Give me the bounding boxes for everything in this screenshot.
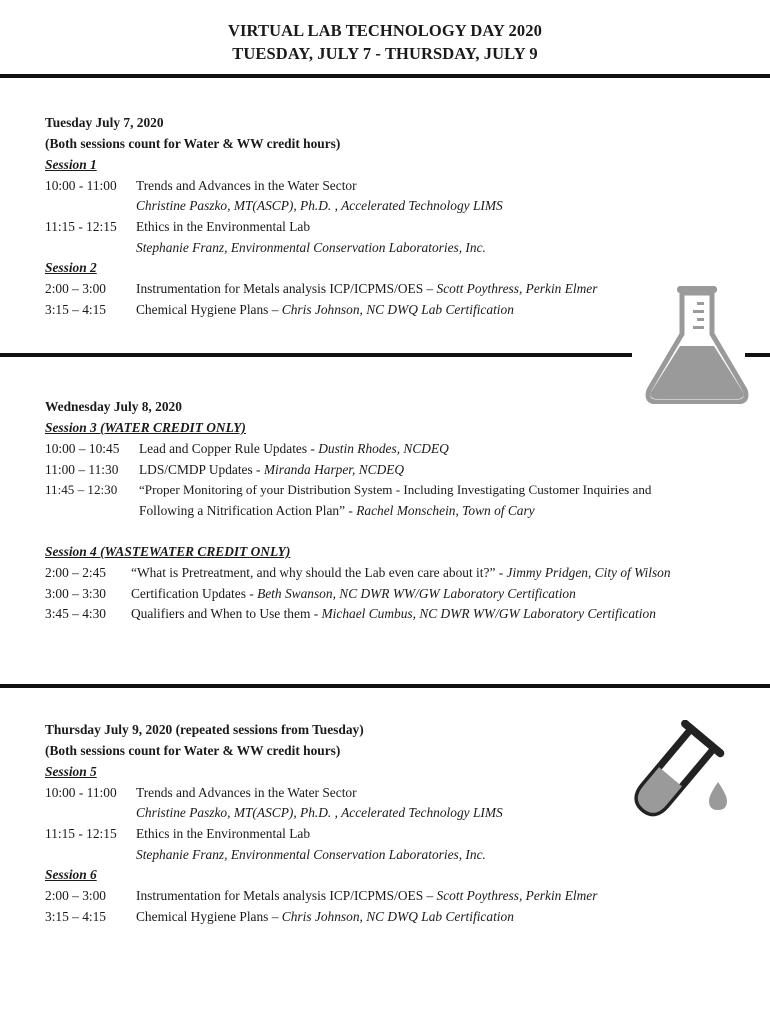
speaker: Rachel Monschein, Town of Cary bbox=[356, 503, 535, 518]
session-3-label: Session 3 (WATER CREDIT ONLY) bbox=[45, 420, 246, 435]
speaker: Chris Johnson, NC DWQ Lab Certification bbox=[281, 909, 514, 924]
speaker: Stephanie Franz, Environmental Conservation Laboratories, Inc. bbox=[136, 240, 486, 255]
talk-title: LDS/CMDP Updates - bbox=[139, 462, 264, 477]
test-tube-icon bbox=[620, 720, 740, 820]
speaker: Jimmy Pridgen, City of Wilson bbox=[506, 565, 671, 580]
talk-title: Qualifiers and When to Use them - bbox=[131, 606, 322, 621]
schedule-row bbox=[45, 481, 651, 498]
header-divider bbox=[0, 74, 770, 78]
thursday-heading: Thursday July 9, 2020 (repeated sessions from Tuesday) bbox=[45, 722, 364, 737]
time: 10:00 - 11:00 bbox=[45, 785, 117, 800]
speaker: Miranda Harper, NCDEQ bbox=[263, 462, 405, 477]
talk-title: Trends and Advances in the Water Sector bbox=[136, 785, 357, 800]
schedule-row bbox=[45, 887, 597, 904]
schedule-row bbox=[45, 605, 656, 622]
time: 10:00 - 11:00 bbox=[45, 178, 117, 193]
schedule-row bbox=[45, 301, 514, 318]
talk-title: “Proper Monitoring of your Distribution System - Including Investigating Customer Inquiries and bbox=[139, 482, 652, 497]
session-4-label: Session 4 (WASTEWATER CREDIT ONLY) bbox=[45, 544, 291, 559]
wednesday-heading: Wednesday July 8, 2020 bbox=[45, 399, 182, 414]
tuesday-note: (Both sessions count for Water & WW credit hours) bbox=[45, 136, 341, 151]
session-6-label: Session 6 bbox=[45, 867, 97, 882]
section-divider bbox=[0, 353, 632, 357]
talk-title: Lead and Copper Rule Updates - bbox=[139, 441, 319, 456]
talk-title: Ethics in the Environmental Lab bbox=[136, 219, 311, 234]
speaker: Stephanie Franz, Environmental Conservation Laboratories, Inc. bbox=[136, 847, 486, 862]
speaker: Michael Cumbus, NC DWR WW/GW Laboratory Certification bbox=[321, 606, 656, 621]
time: 11:45 – 12:30 bbox=[45, 482, 118, 497]
thursday-note: (Both sessions count for Water & WW credit hours) bbox=[45, 743, 341, 758]
time: 3:45 – 4:30 bbox=[45, 606, 107, 621]
talk-title: Chemical Hygiene Plans – bbox=[136, 302, 282, 317]
speaker: Scott Poythress, Perkin Elmer bbox=[436, 281, 598, 296]
schedule-row bbox=[45, 440, 449, 457]
talk-title: Chemical Hygiene Plans – bbox=[136, 909, 282, 924]
schedule-row bbox=[45, 825, 310, 842]
speaker: Chris Johnson, NC DWQ Lab Certification bbox=[281, 302, 514, 317]
flask-icon bbox=[645, 284, 749, 404]
talk-title: Ethics in the Environmental Lab bbox=[136, 826, 311, 841]
time: 2:00 – 3:00 bbox=[45, 888, 107, 903]
time: 11:15 - 12:15 bbox=[45, 826, 117, 841]
time: 11:15 - 12:15 bbox=[45, 219, 117, 234]
talk-title: Following a Nitrification Action Plan” - bbox=[139, 503, 357, 518]
speaker: Christine Paszko, MT(ASCP), Ph.D. , Accelerated Technology LIMS bbox=[136, 198, 503, 213]
speaker: Dustin Rhodes, NCDEQ bbox=[318, 441, 449, 456]
speaker: Christine Paszko, MT(ASCP), Ph.D. , Accelerated Technology LIMS bbox=[136, 805, 503, 820]
tuesday-heading: Tuesday July 7, 2020 bbox=[45, 115, 164, 130]
talk-title: Instrumentation for Metals analysis ICP/ICPMS/OES – bbox=[136, 888, 437, 903]
time: 2:00 – 2:45 bbox=[45, 565, 107, 580]
schedule-row bbox=[45, 461, 404, 478]
session-5-label: Session 5 bbox=[45, 764, 97, 779]
talk-title: Certification Updates - bbox=[131, 586, 258, 601]
talk-title-continued bbox=[139, 502, 535, 519]
title-line-1: VIRTUAL LAB TECHNOLOGY DAY 2020 bbox=[228, 21, 542, 40]
time: 3:15 – 4:15 bbox=[45, 302, 107, 317]
schedule-row bbox=[45, 218, 310, 235]
schedule-row bbox=[45, 908, 514, 925]
schedule-row bbox=[45, 784, 357, 801]
talk-title: “What is Pretreatment, and why should the Lab even care about it?” - bbox=[131, 565, 507, 580]
time: 3:00 – 3:30 bbox=[45, 586, 107, 601]
section-divider bbox=[0, 684, 770, 688]
talk-title: Instrumentation for Metals analysis ICP/ICPMS/OES – bbox=[136, 281, 437, 296]
time: 10:00 – 10:45 bbox=[45, 441, 120, 456]
schedule-row bbox=[45, 585, 576, 602]
speaker: Scott Poythress, Perkin Elmer bbox=[436, 888, 598, 903]
title-line-2: TUESDAY, JULY 7 - THURSDAY, JULY 9 bbox=[232, 44, 538, 63]
schedule-row bbox=[45, 564, 671, 581]
session-1-label: Session 1 bbox=[45, 157, 97, 172]
session-2-label: Session 2 bbox=[45, 260, 97, 275]
time: 11:00 – 11:30 bbox=[45, 462, 119, 477]
schedule-row bbox=[45, 177, 357, 194]
speaker: Beth Swanson, NC DWR WW/GW Laboratory Certification bbox=[257, 586, 576, 601]
time: 2:00 – 3:00 bbox=[45, 281, 107, 296]
time: 3:15 – 4:15 bbox=[45, 909, 107, 924]
schedule-row bbox=[45, 280, 597, 297]
talk-title: Trends and Advances in the Water Sector bbox=[136, 178, 357, 193]
